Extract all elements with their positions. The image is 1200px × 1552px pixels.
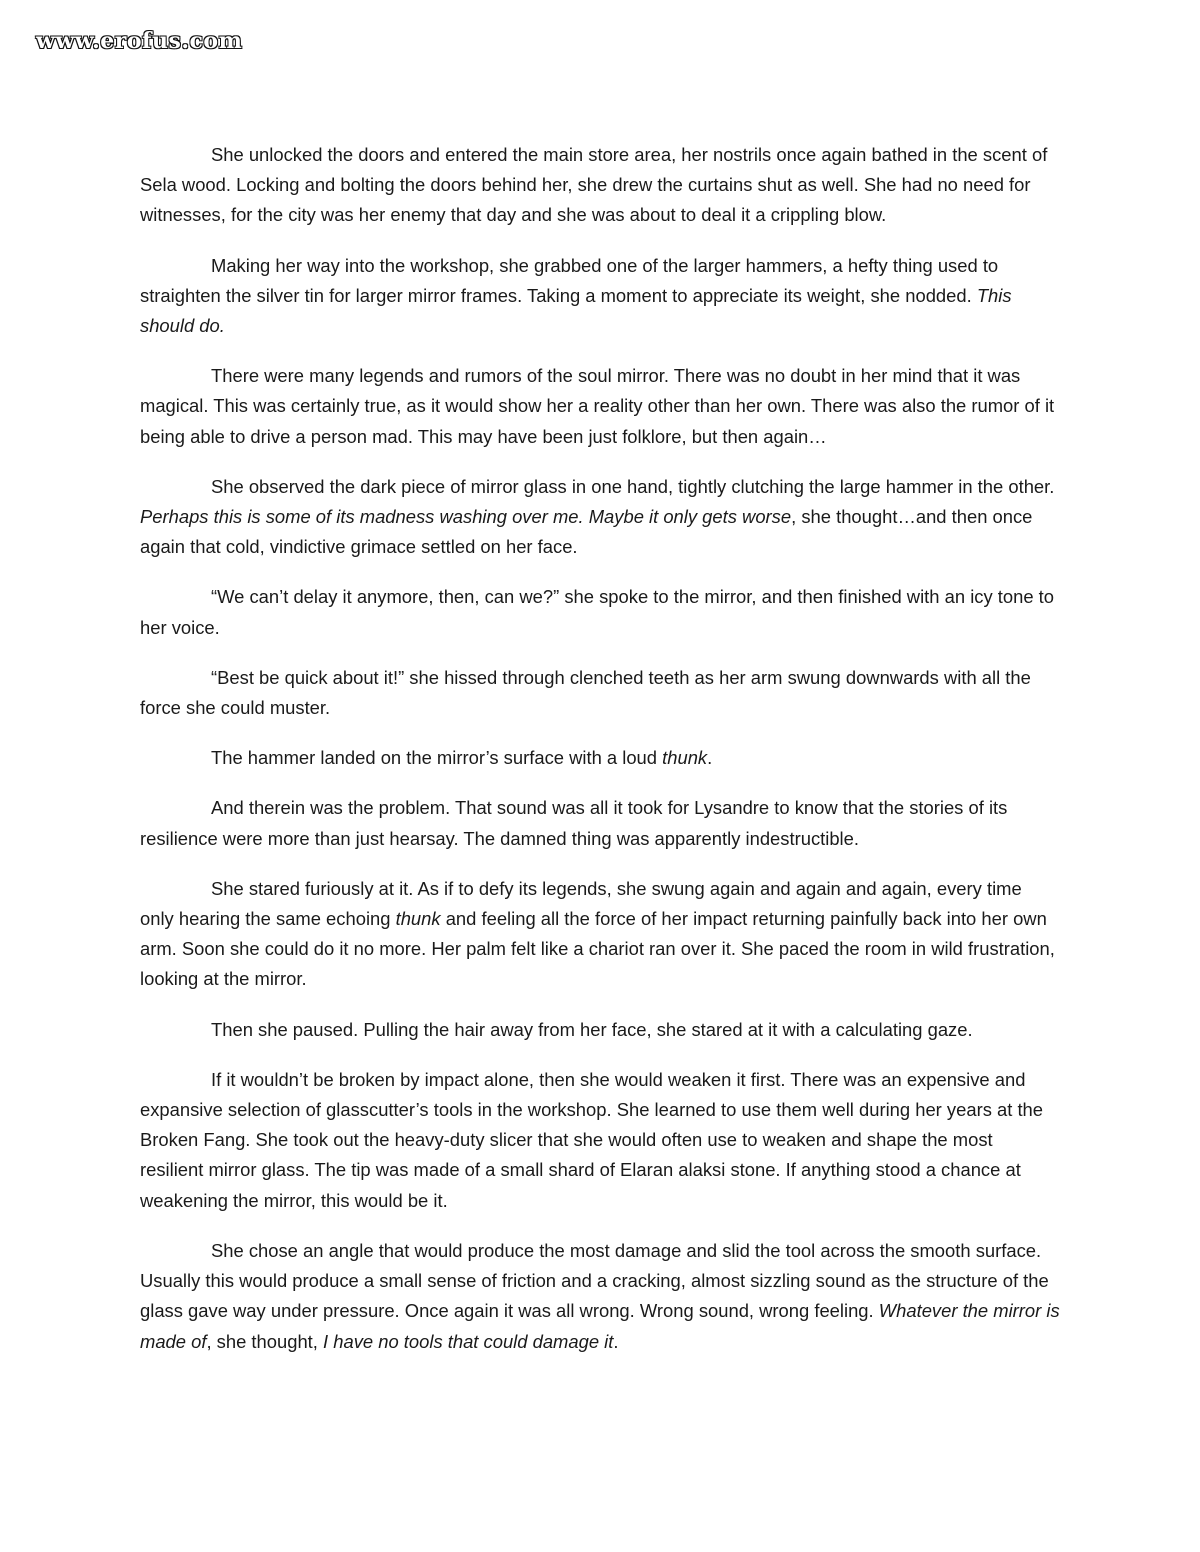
text-segment: She chose an angle that would produce the most damage and slid the tool across the smooth surface. Usually this would produce a small sense of friction and a cracking, almost sizzling sound as the structure of the glass gave way under pressure. Once again it was all wrong. Wrong sound, wrong feeling. [140,1239,1049,1322]
paragraph [140,582,1060,642]
paragraph [140,663,1060,723]
italic-text-segment: Perhaps this is some of its madness washing over me. Maybe it only gets worse [140,506,792,528]
paragraph [140,743,1060,773]
text-segment: If it wouldn’t be broken by impact alone, then she would weaken it first. There was an expensive and expansive selection of glasscutter’s tools in the workshop. She learned to use them well during her years at the Broken Fang. She took out the heavy-duty slicer that she would often use to weaken and shape the most resilient mirror glass. The tip was made of a small shard of Elaran alaksi stone. If anything stood a chance at weakening the mirror, this would be it. [140,1068,1044,1211]
watermark-text: www.erofus.com [36,28,243,54]
paragraph [140,1236,1060,1357]
italic-text-segment: thunk [662,747,708,769]
document-body [140,140,1060,1377]
paragraph [140,472,1060,563]
text-segment: She observed the dark piece of mirror glass in one hand, tightly clutching the large hammer in the other. [211,475,1055,497]
paragraph [140,251,1060,342]
text-segment: Then she paused. Pulling the hair away from her face, she stared at it with a calculating gaze. [211,1018,973,1040]
text-segment: She unlocked the doors and entered the main store area, her nostrils once again bathed in the scent of Sela wood. Locking and bolting the doors behind her, she drew the curtains shut as well. She had no need for witnesses, for the city was her enemy that day and she was about to deal it a crippling blow. [140,144,1048,226]
text-segment: Making her way into the workshop, she grabbed one of the larger hammers, a hefty thing used to straighten the silver tin for larger mirror frames. Taking a moment to appreciate its weight, she nodded. [140,254,999,306]
paragraph [140,874,1060,995]
text-segment: , she thought…and then once again that cold, vindictive grimace settled on her face. [140,506,1033,558]
text-segment: “Best be quick about it!” she hissed through clenched teeth as her arm swung downwards with all the force she could muster. [140,666,1031,719]
italic-text-segment: thunk [395,908,441,930]
paragraph [140,1015,1060,1045]
text-segment: . [613,1330,619,1352]
text-segment: And therein was the problem. That sound was all it took for Lysandre to know that the stories of its resilience were more than just hearsay. The damned thing was apparently indestructible. [140,797,1008,849]
italic-text-segment: This should do. [140,284,1012,337]
paragraph [140,140,1060,231]
text-segment: , she thought, [206,1330,324,1352]
text-segment: The hammer landed on the mirror’s surface with a loud [211,747,663,769]
text-segment: She stared furiously at it. As if to defy its legends, she swung again and again and again, every time only hearing the same echoing [140,877,1022,930]
italic-text-segment: Whatever the mirror is made of [140,1300,1060,1352]
paragraph [140,793,1060,853]
italic-text-segment: I have no tools that could damage it [323,1330,614,1352]
text-segment: and feeling all the force of her impact returning painfully back into her own arm. Soon she could do it no more. Her palm felt like a chariot ran over it. She paced the room in wild frustration, looking at the mirror. [140,908,1055,990]
paragraph [140,1065,1060,1216]
text-segment: There were many legends and rumors of the soul mirror. There was no doubt in her mind that it was magical. This was certainly true, as it would show her a reality other than her own. There was also the rumor of it being able to drive a person mad. This may have been just folklore, but then again… [140,365,1055,447]
text-segment: “We can’t delay it anymore, then, can we?” she spoke to the mirror, and then finished with an icy tone to her voice. [140,586,1055,638]
paragraph [140,361,1060,452]
text-segment: . [707,747,713,769]
